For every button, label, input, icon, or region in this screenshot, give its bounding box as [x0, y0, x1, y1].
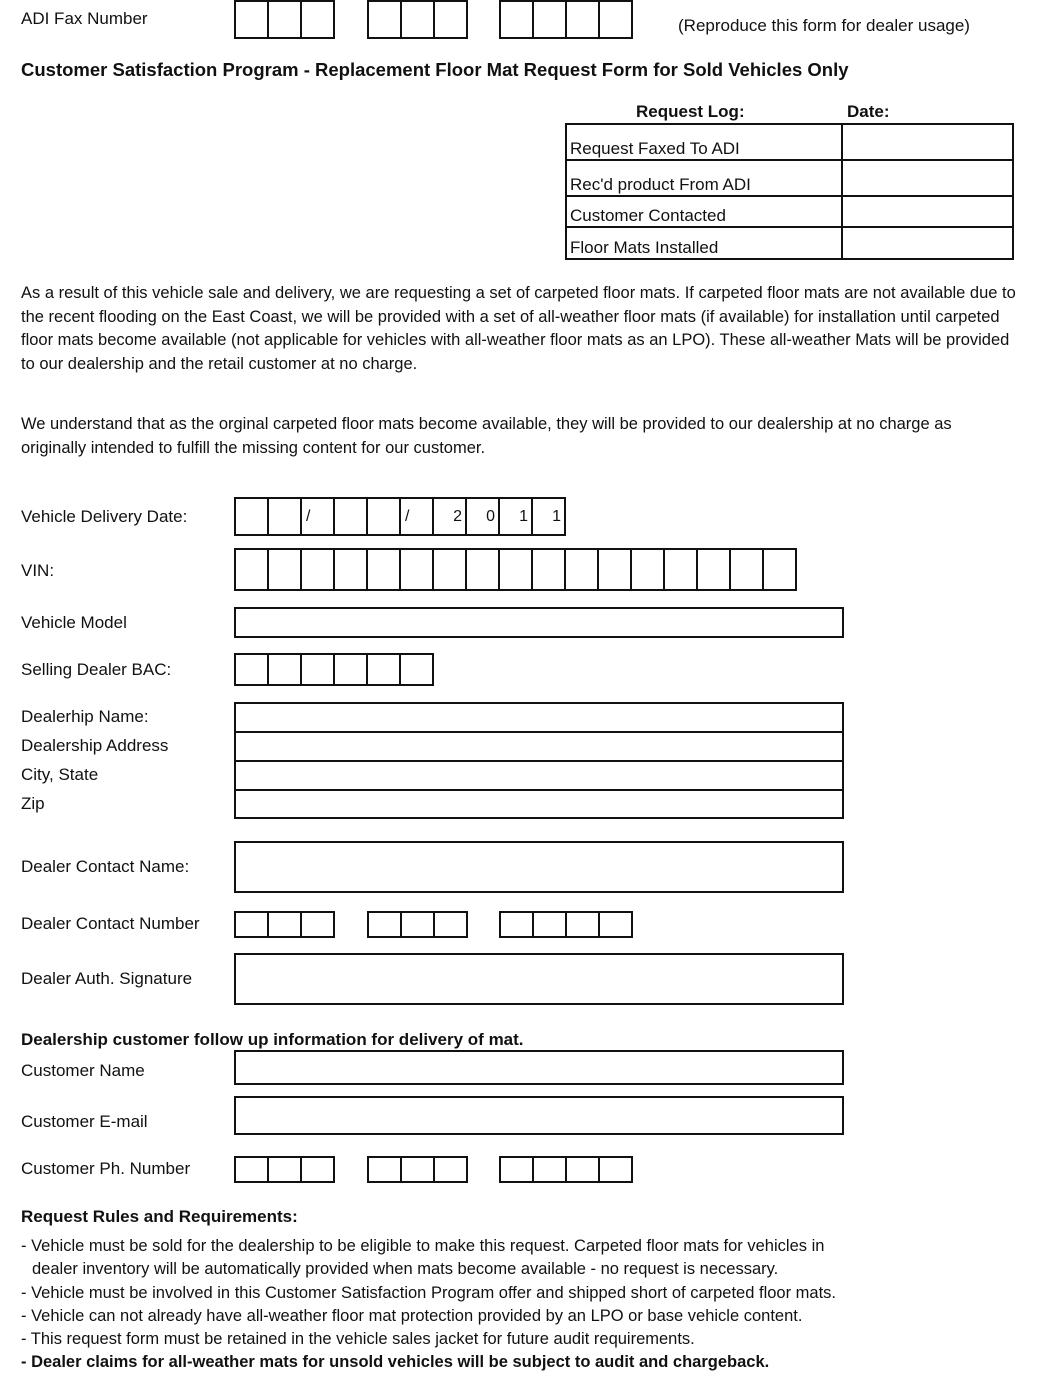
customer-phone-label: Customer Ph. Number — [21, 1159, 191, 1178]
phone-digit-box[interactable] — [567, 913, 600, 936]
customer-email-label: Customer E-mail — [21, 1112, 148, 1131]
dealer-contact-name-field[interactable] — [234, 841, 844, 893]
request-log-table — [565, 123, 1014, 260]
dealer-contact-number-label: Dealer Contact Number — [21, 914, 200, 933]
zip-label: Zip — [21, 794, 45, 813]
request-log-date-field[interactable] — [842, 227, 1013, 259]
phone-digit-box[interactable] — [435, 913, 468, 936]
vin-char-box[interactable] — [599, 550, 632, 589]
vin-char-box[interactable] — [665, 550, 698, 589]
dealer-contact-area-code[interactable] — [234, 911, 335, 938]
fax-digit-box[interactable] — [302, 2, 335, 37]
phone-digit-box[interactable] — [236, 1158, 269, 1181]
vin-label: VIN: — [21, 561, 55, 580]
phone-digit-box[interactable] — [600, 1158, 633, 1181]
date-year-digit: 2 — [434, 499, 467, 534]
fax-digit-box[interactable] — [369, 2, 402, 37]
phone-digit-box[interactable] — [369, 1158, 402, 1181]
date-year-digit: 0 — [467, 499, 500, 534]
fax-number-line[interactable] — [499, 0, 633, 39]
bac-char-box[interactable] — [236, 655, 269, 684]
vin-char-box[interactable] — [500, 550, 533, 589]
fax-number-area-code[interactable] — [234, 0, 335, 39]
vin-char-box[interactable] — [335, 550, 368, 589]
vin-char-box[interactable] — [533, 550, 566, 589]
vehicle-model-label: Vehicle Model — [21, 613, 127, 632]
request-log-row — [566, 196, 1013, 227]
fax-digit-box[interactable] — [236, 2, 269, 37]
understanding-paragraph: We understand that as the orginal carpeted floor mats become available, they will be provided to our dealership at no charge as originally intended to fulfill the missing content for our customer. — [21, 415, 952, 457]
date-separator: / — [302, 499, 335, 534]
city-state-field[interactable] — [236, 762, 842, 791]
vin-field[interactable] — [234, 548, 797, 591]
dealer-signature-field[interactable] — [234, 953, 844, 1005]
phone-digit-box[interactable] — [402, 913, 435, 936]
city-state-label: City, State — [21, 765, 99, 784]
fax-digit-box[interactable] — [600, 2, 633, 37]
rule-item-warning: - Dealer claims for all-weather mats for unsold vehicles will be subject to audit and chargeback. — [21, 1353, 770, 1372]
request-log-label: Request Faxed To ADI — [566, 124, 842, 160]
dealership-name-label: Dealerhip Name: — [21, 707, 149, 726]
date-year-digit: 1 — [533, 499, 566, 534]
customer-email-field[interactable] — [234, 1096, 844, 1135]
vin-char-box[interactable] — [368, 550, 401, 589]
customer-phone-prefix[interactable] — [367, 1156, 468, 1183]
vehicle-model-field[interactable] — [234, 607, 844, 638]
rule-item: - Vehicle must be involved in this Customer Satisfaction Program offer and shipped short of carpeted floor mats. — [21, 1283, 837, 1302]
zip-field[interactable] — [236, 791, 842, 819]
vin-char-box[interactable] — [269, 550, 302, 589]
vin-char-box[interactable] — [632, 550, 665, 589]
dealership-address-field[interactable] — [236, 733, 842, 762]
intro-paragraph: As a result of this vehicle sale and delivery, we are requesting a set of carpeted floor mats. If carpeted floor mats are not available due to the recent flooding on the East Coast, we will be provided with a set of all-weather floor mats (if available) for installation until carpeted floor mats become available (not applicable for vehicles with all-weather floor mats as an LPO). These all-weather Mats will be provided to our dealership and the retail customer at no charge. — [21, 284, 1016, 373]
vin-char-box[interactable] — [566, 550, 599, 589]
request-log-date-heading: Date: — [847, 102, 890, 121]
form-title: Customer Satisfaction Program - Replacement Floor Mat Request Form for Sold Vehicles Only — [21, 59, 849, 80]
request-log-row — [566, 124, 1013, 160]
phone-digit-box[interactable] — [269, 913, 302, 936]
bac-char-box[interactable] — [401, 655, 434, 684]
date-digit-box[interactable] — [236, 499, 269, 534]
customer-name-label: Customer Name — [21, 1061, 145, 1080]
phone-digit-box[interactable] — [369, 913, 402, 936]
dealership-info-block — [234, 702, 844, 819]
fax-digit-box[interactable] — [402, 2, 435, 37]
vin-char-box[interactable] — [236, 550, 269, 589]
dealership-address-label: Dealership Address — [21, 736, 169, 755]
request-log-row — [566, 160, 1013, 196]
dealership-name-field[interactable] — [236, 704, 842, 733]
fax-digit-box[interactable] — [501, 2, 534, 37]
phone-digit-box[interactable] — [567, 1158, 600, 1181]
date-separator: / — [401, 499, 434, 534]
reproduce-note: (Reproduce this form for dealer usage) — [678, 16, 970, 35]
rule-item: - This request form must be retained in the vehicle sales jacket for future audit requirements. — [21, 1330, 695, 1349]
vin-char-box[interactable] — [467, 550, 500, 589]
bac-char-box[interactable] — [335, 655, 368, 684]
vin-char-box[interactable] — [698, 550, 731, 589]
phone-digit-box[interactable] — [534, 1158, 567, 1181]
fax-number-label: ADI Fax Number — [21, 9, 148, 28]
customer-phone-area-code[interactable] — [234, 1156, 335, 1183]
request-log-label: Floor Mats Installed — [566, 227, 842, 259]
phone-digit-box[interactable] — [269, 1158, 302, 1181]
phone-digit-box[interactable] — [600, 913, 633, 936]
delivery-date-field[interactable] — [234, 497, 566, 536]
fax-digit-box[interactable] — [534, 2, 567, 37]
customer-section-heading: Dealership customer follow up information for delivery of mat. — [21, 1030, 524, 1049]
rule-item: - Vehicle must be sold for the dealership to be eligible to make this request. Carpeted floor mats for vehicles in — [21, 1237, 825, 1255]
dealer-contact-name-label: Dealer Contact Name: — [21, 857, 190, 876]
vin-char-box[interactable] — [401, 550, 434, 589]
dealer-contact-prefix[interactable] — [367, 911, 468, 938]
selling-dealer-bac-label: Selling Dealer BAC: — [21, 660, 172, 679]
selling-dealer-bac-field[interactable] — [234, 653, 434, 686]
customer-name-field[interactable] — [234, 1050, 844, 1085]
dealer-signature-label: Dealer Auth. Signature — [21, 969, 193, 988]
vin-char-box[interactable] — [731, 550, 764, 589]
phone-digit-box[interactable] — [302, 913, 335, 936]
rules-heading: Request Rules and Requirements: — [21, 1207, 298, 1226]
vin-char-box[interactable] — [764, 550, 797, 589]
rules-list — [21, 1235, 836, 1375]
request-log-heading: Request Log: — [636, 102, 745, 121]
vin-char-box[interactable] — [302, 550, 335, 589]
rule-item-continuation: dealer inventory will be automatically provided when mats become available - no request is necessary. — [32, 1260, 779, 1279]
phone-digit-box[interactable] — [236, 913, 269, 936]
rule-item: - Vehicle can not already have all-weather floor mat protection provided by an LPO or base vehicle content. — [21, 1306, 803, 1325]
customer-phone-line[interactable] — [499, 1156, 633, 1183]
vin-char-box[interactable] — [434, 550, 467, 589]
date-digit-box[interactable] — [269, 499, 302, 534]
date-digit-box[interactable] — [335, 499, 368, 534]
phone-digit-box[interactable] — [435, 1158, 468, 1181]
fax-digit-box[interactable] — [435, 2, 468, 37]
request-log-row — [566, 227, 1013, 259]
fax-digit-box[interactable] — [567, 2, 600, 37]
phone-digit-box[interactable] — [534, 913, 567, 936]
request-log-label: Rec'd product From ADI — [566, 160, 842, 196]
phone-digit-box[interactable] — [302, 1158, 335, 1181]
dealer-contact-line[interactable] — [499, 911, 633, 938]
date-digit-box[interactable] — [368, 499, 401, 534]
bac-char-box[interactable] — [368, 655, 401, 684]
phone-digit-box[interactable] — [402, 1158, 435, 1181]
phone-digit-box[interactable] — [501, 913, 534, 936]
request-log-date-field[interactable] — [842, 124, 1013, 160]
bac-char-box[interactable] — [269, 655, 302, 684]
request-log-date-field[interactable] — [842, 160, 1013, 196]
phone-digit-box[interactable] — [501, 1158, 534, 1181]
request-log-label: Customer Contacted — [566, 196, 842, 227]
bac-char-box[interactable] — [302, 655, 335, 684]
fax-number-prefix[interactable] — [367, 0, 468, 39]
request-log-date-field[interactable] — [842, 196, 1013, 227]
delivery-date-label: Vehicle Delivery Date: — [21, 507, 188, 526]
fax-digit-box[interactable] — [269, 2, 302, 37]
date-year-digit: 1 — [500, 499, 533, 534]
